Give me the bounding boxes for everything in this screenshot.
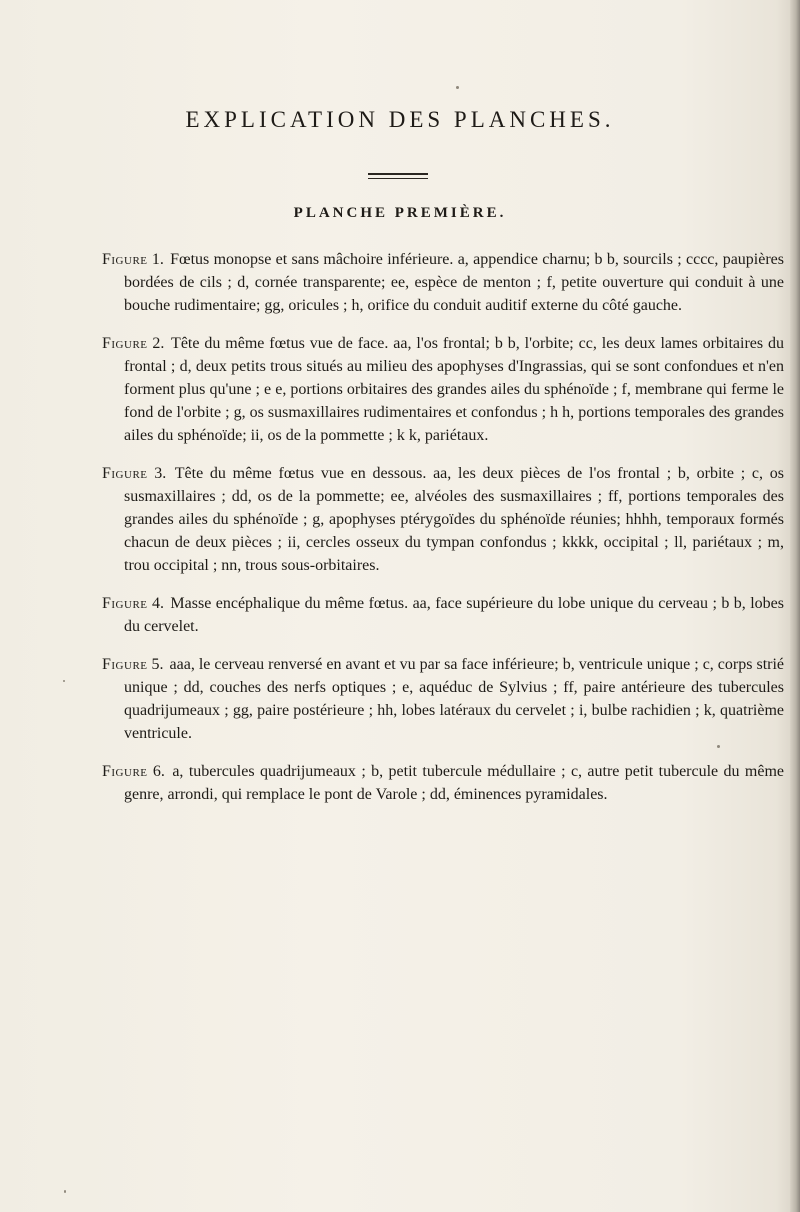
page-edge-shadow [790, 0, 800, 1212]
figure-label: Figure [102, 335, 148, 352]
figure-description: Fœtus monopse et sans mâchoire inférieure. a, appendice charnu; b b, sourcils ; cccc, paupières bordées de cils ; d, cornée transparente; ee, espèce de menton ; f, petite ouverture qui conduit à une bouche rudimentaire; gg, oricules ; h, orifice du conduit auditif externe du côté gauche. [124, 251, 785, 314]
figure-list [102, 248, 784, 821]
paper-speck [63, 680, 65, 682]
figure-entry-1 [102, 248, 784, 317]
figure-label: Figure [102, 595, 148, 612]
figure-entry-4 [102, 592, 784, 638]
figure-description: aaa, le cerveau renversé en avant et vu par sa face inférieure; b, ventricule unique ; c, corps strié unique ; dd, couches des nerfs optiques ; e, aquéduc de Sylvius ; ff, paire antérieure des tubercules quadrijumeaux ; gg, paire postérieure ; hh, lobes latéraux du cervelet ; i, bulbe rachidien ; k, quatrième ventricule. [124, 656, 785, 742]
figure-number: 2. [152, 335, 165, 352]
figure-entry-3 [102, 462, 784, 577]
figure-description: a, tubercules quadrijumeaux ; b, petit tubercule médullaire ; c, autre petit tubercule du même genre, arrondi, qui remplace le pont de Varole ; dd, éminences pyramidales. [124, 763, 785, 803]
figure-entry-2 [102, 332, 784, 447]
paper-speck [64, 1190, 66, 1193]
figure-label: Figure [102, 251, 148, 268]
figure-label: Figure [102, 763, 148, 780]
figure-entry-5 [102, 653, 784, 745]
plate-heading: PLANCHE PREMIÈRE. [293, 205, 507, 221]
figure-label: Figure [102, 465, 148, 482]
page-title: EXPLICATION DES PLANCHES. [185, 107, 615, 132]
figure-number: 4. [151, 595, 164, 612]
figure-number: 1. [151, 251, 164, 268]
figure-number: 3. [154, 465, 167, 482]
figure-description: Masse encéphalique du même fœtus. aa, face supérieure du lobe unique du cerveau ; b b, lobes du cervelet. [124, 595, 785, 635]
figure-label: Figure [102, 656, 148, 673]
figure-number: 6. [152, 763, 165, 780]
figure-description: Tête du même fœtus vue de face. aa, l'os frontal; b b, l'orbite; cc, les deux lames orbitaires du frontal ; d, deux petits trous situés au milieu des apophyses d'Ingrassias, qui se sont confondues et n'en forment plus qu'une ; e e, portions orbitaires des grandes ailes du sphénoïde ; f, membrane qui ferme le fond de l'orbite ; g, os susmaxillaires rudimentaires et confondus ; h h, portions temporales des grandes ailes du sphénoïde; ii, os de la pommette ; k k, pariétaux. [124, 335, 785, 444]
title-divider [368, 173, 428, 175]
figure-number: 5. [151, 656, 164, 673]
paper-speck [717, 745, 720, 748]
figure-entry-6 [102, 760, 784, 806]
figure-description: Tête du même fœtus vue en dessous. aa, les deux pièces de l'os frontal ; b, orbite ; c, os susmaxillaires ; dd, os de la pommette; ee, alvéoles des susmaxillaires ; ff, portions temporales des grandes ailes du sphénoïde ; g, apophyses ptérygoïdes du sphénoïde réunies; hhhh, temporaux formés chacun de deux pièces ; ii, cercles osseux du tympan confondus ; kkkk, occipital ; ll, pariétaux ; m, trou occipital ; nn, trous sous-orbitaires. [124, 465, 785, 574]
paper-speck [456, 86, 459, 89]
